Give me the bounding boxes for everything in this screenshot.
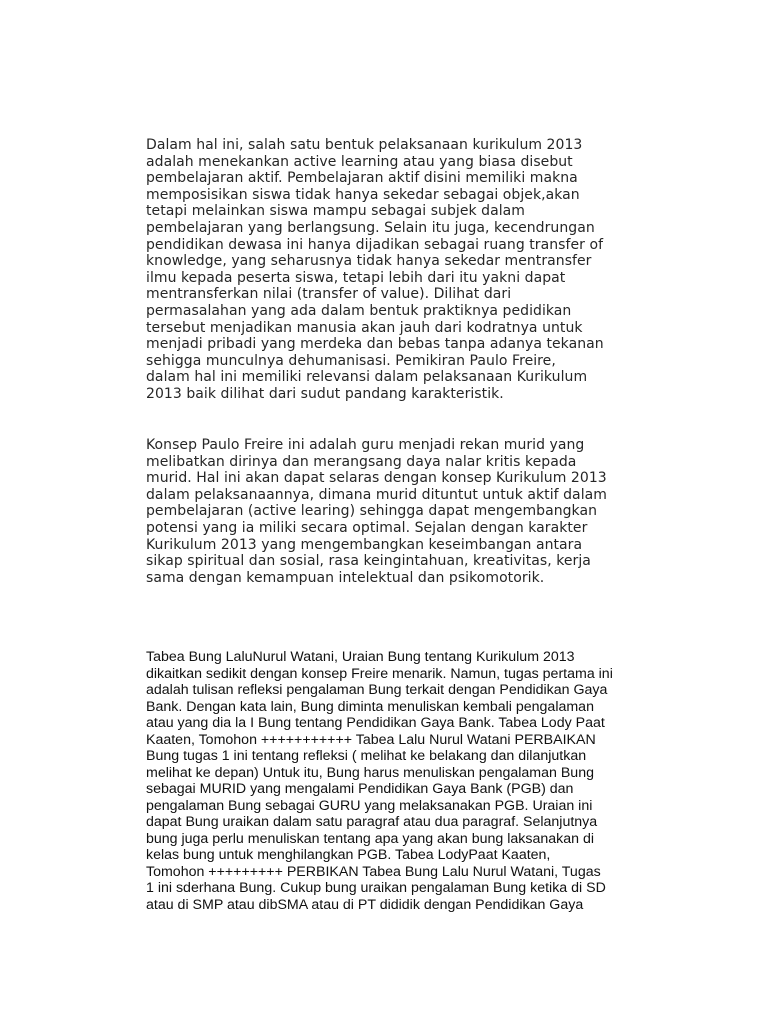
text-line: tersebut menjadikan manusia akan jauh dari kodratnya untuk — [146, 319, 583, 336]
text-line: dikaitkan sedikit dengan konsep Freire menarik. Namun, tugas pertama ini — [146, 665, 613, 682]
text-line: Kurikulum 2013 yang mengembangkan keseimbangan antara — [146, 536, 583, 553]
text-line: bung juga perlu menuliskan tentang apa yang akan bung laksanakan di — [146, 830, 595, 847]
text-line: pembelajaran (active learing) sehingga dapat mengembangkan — [146, 503, 598, 520]
text-line: Dalam hal ini, salah satu bentuk pelaksanaan kurikulum 2013 — [146, 137, 583, 153]
text-line: permasalahan yang ada dalam bentuk praktiknya pedidikan — [146, 302, 572, 319]
text-line: pengalaman Bung sebagai GURU yang melaksanakan PGB. Uraian ini — [146, 797, 593, 814]
text-line: melihat ke depan) Untuk itu, Bung harus menuliskan pengalaman Bung — [146, 764, 594, 781]
text-line: mentransferkan nilai (transfer of value). Dilihat dari — [146, 286, 512, 303]
text-line: 1 ini sderhana Bung. Cukup bung uraikan pengalaman Bung ketika di SD — [146, 880, 606, 896]
text-line: Tabea Bung LaluNurul Watani, Uraian Bung tentang Kurikulum 2013 — [146, 649, 575, 665]
text-line: Konsep Paulo Freire ini adalah guru menjadi rekan murid yang — [146, 437, 585, 453]
text-line: sama dengan kemampuan intelektual dan psikomotorik. — [146, 569, 545, 586]
text-line: Tomohon +++++++++ PERBIKAN Tabea Bung Lalu Nurul Watani, Tugas — [146, 863, 601, 880]
text-line: sehigga munculnya dehumanisasi. Pemikiran Paulo Freire, — [146, 352, 556, 369]
text-line: Bung tugas 1 ini tentang refleksi ( melihat ke belakang dan dilanjutkan — [146, 748, 587, 764]
text-line: Kaaten, Tomohon +++++++++++ Tabea Lalu Nurul Watani PERBAIKAN — [146, 731, 596, 748]
text-line: dapat Bung uraikan dalam satu paragraf atau dua paragraf. Selanjutnya — [146, 814, 598, 830]
text-line: pembelajaran yang berlangsung. Selain itu juga, kecendrungan — [146, 219, 595, 236]
text-line: kelas bung untuk menghilangkan PGB. Tabea LodyPaat Kaaten, — [146, 847, 551, 863]
text-line: potensi yang ia miliki secara optimal. Sejalan dengan karakter — [146, 519, 588, 536]
paragraph-konsep-paulo-freire — [146, 437, 666, 586]
text-line: adalah tulisan refleksi pengalaman Bung terkait dengan Pendidikan Gaya — [146, 682, 608, 698]
text-line: sebagai MURID yang mengalami Pendidikan Gaya Bank (PGB) dan — [146, 781, 574, 797]
text-line: ilmu kepada peserta siswa, tetapi lebih dari itu yakni dapat — [146, 269, 566, 286]
text-line: pembelajaran aktif. Pembelajaran aktif disini memiliki makna — [146, 170, 578, 187]
text-line: sikap spiritual dan sosial, rasa keingintahuan, kreativitas, kerja — [146, 553, 591, 570]
text-line: dalam pelaksanaannya, dimana murid dituntut untuk aktif dalam — [146, 486, 607, 503]
text-line: knowledge, yang seharusnya tidak hanya sekedar mentransfer — [146, 253, 592, 270]
text-line: 2013 baik dilihat dari sudut pandang karakteristik. — [146, 385, 504, 402]
paragraph-kurikulum-2013 — [146, 137, 666, 403]
text-line: tetapi melainkan siswa mampu sebagai subjek dalam — [146, 203, 525, 220]
text-line: melibatkan dirinya dan merangsang daya nalar kritis kepada — [146, 453, 577, 470]
text-line: murid. Hal ini akan dapat selaras dengan konsep Kurikulum 2013 — [146, 470, 607, 487]
text-line: adalah menekankan active learning atau yang biasa disebut — [146, 153, 573, 170]
paragraph-feedback-comment — [146, 649, 666, 913]
text-line: pendidikan dewasa ini hanya dijadikan sebagai ruang transfer of — [146, 236, 604, 253]
text-line: memposisikan siswa tidak hanya sekedar sebagai objek,akan — [146, 186, 580, 203]
text-line: atau di SMP atau dibSMA atau di PT dididik dengan Pendidikan Gaya — [146, 896, 584, 913]
text-line: menjadi pribadi yang merdeka dan bebas tanpa adanya tekanan — [146, 336, 604, 353]
text-line: atau yang dia la I Bung tentang Pendidikan Gaya Bank. Tabea Lody Paat — [146, 715, 605, 731]
text-line: dalam hal ini memiliki relevansi dalam pelaksanaan Kurikulum — [146, 369, 588, 386]
text-line: Bank. Dengan kata lain, Bung diminta menuliskan kembali pengalaman — [146, 698, 594, 715]
